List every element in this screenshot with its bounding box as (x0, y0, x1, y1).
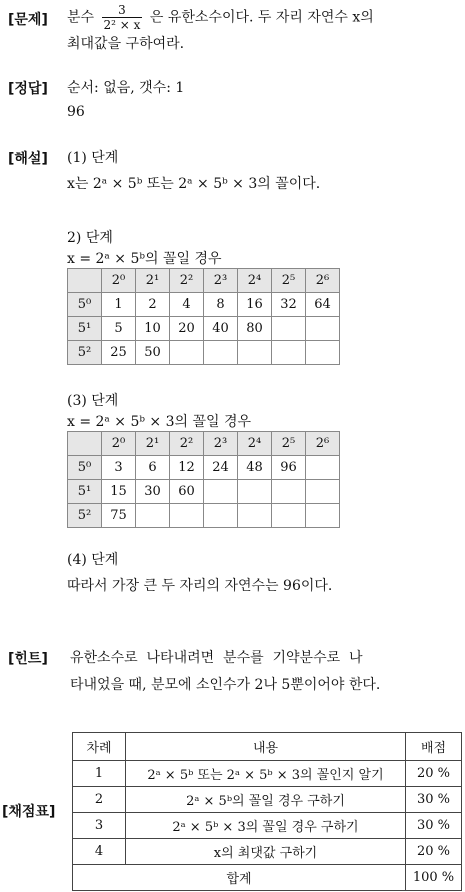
grading-table (72, 732, 462, 891)
step2-text: x = 2ᵃ × 5ᵇ의 꼴일 경우 (67, 251, 222, 267)
table-cell (136, 504, 170, 528)
grading-total-label: 합계 (73, 865, 406, 891)
step1-title: (1) 단계 (67, 150, 119, 166)
hint-line-1: 유한소수로 나타내려면 분수를 기약분수로 나 (70, 650, 363, 666)
table-cell: 15 (102, 480, 136, 504)
grading-row (73, 787, 462, 813)
table-cell: 5 (102, 317, 136, 341)
grading-row (73, 839, 462, 865)
fraction-denominator: 2² × x (103, 18, 141, 32)
grading-content: 2ᵃ × 5ᵇ 또는 2ᵃ × 5ᵇ × 3의 꼴인지 알기 (126, 761, 406, 787)
col-header: 2⁶ (306, 269, 340, 293)
grading-total-row (73, 865, 462, 891)
table-cell (272, 341, 306, 365)
step3-title: (3) 단계 (67, 393, 119, 409)
table-cell (204, 504, 238, 528)
table-row (68, 504, 340, 528)
table-cell: 2 (136, 293, 170, 317)
table-cell (306, 341, 340, 365)
header-order: 차례 (73, 733, 126, 761)
table-cell (306, 480, 340, 504)
table-cell (306, 317, 340, 341)
table-header-row (68, 432, 340, 456)
grading-order: 3 (73, 813, 126, 839)
table-cell: 25 (102, 341, 136, 365)
answer-line-1: 순서: 없음, 갯수: 1 (67, 80, 185, 96)
step4-title: (4) 단계 (67, 552, 119, 568)
table-cell (306, 456, 340, 480)
table-cell: 75 (102, 504, 136, 528)
table-cell (238, 504, 272, 528)
table-cell: 32 (272, 293, 306, 317)
col-header: 2¹ (136, 269, 170, 293)
table-cell (272, 317, 306, 341)
col-header: 2² (170, 269, 204, 293)
problem-prefix: 분수 (67, 9, 95, 26)
table-cell: 80 (238, 317, 272, 341)
table-corner (68, 269, 102, 293)
table-cell: 24 (204, 456, 238, 480)
table-cell: 16 (238, 293, 272, 317)
problem-label: [문제] (8, 12, 48, 28)
table-cell (272, 504, 306, 528)
problem-line-2: 최대값을 구하여라. (67, 36, 185, 52)
table-cell: 60 (170, 480, 204, 504)
problem-suffix: 은 유한소수이다. 두 자리 자연수 x의 (149, 9, 374, 26)
col-header: 2³ (204, 269, 238, 293)
grading-order: 1 (73, 761, 126, 787)
table-cell: 50 (136, 341, 170, 365)
table-cell (272, 480, 306, 504)
table-cell: 12 (170, 456, 204, 480)
grading-points: 30 % (406, 787, 462, 813)
grading-points: 20 % (406, 761, 462, 787)
table-cell (170, 341, 204, 365)
col-header: 2⁰ (102, 269, 136, 293)
table-form-2a5b3 (67, 431, 340, 528)
grading-row (73, 761, 462, 787)
col-header: 2¹ (136, 432, 170, 456)
row-header: 5² (68, 341, 102, 365)
table-cell: 48 (238, 456, 272, 480)
table-cell (204, 341, 238, 365)
step4-text: 따라서 가장 큰 두 자리의 자연수는 96이다. (67, 578, 333, 594)
col-header: 2⁵ (272, 269, 306, 293)
table-cell: 96 (272, 456, 306, 480)
solution-label: [해설] (8, 151, 48, 167)
table-cell: 40 (204, 317, 238, 341)
grading-content: x의 최댓값 구하기 (126, 839, 406, 865)
table-cell: 4 (170, 293, 204, 317)
row-header: 5⁰ (68, 456, 102, 480)
grading-total-value: 100 % (406, 865, 462, 891)
answer-line-2: 96 (67, 104, 85, 120)
grading-points: 20 % (406, 839, 462, 865)
table-corner (68, 432, 102, 456)
table-cell (238, 341, 272, 365)
table-cell: 3 (102, 456, 136, 480)
row-header: 5² (68, 504, 102, 528)
step1-text: x는 2ᵃ × 5ᵇ 또는 2ᵃ × 5ᵇ × 3의 꼴이다. (67, 176, 321, 192)
row-header: 5¹ (68, 317, 102, 341)
table-cell: 10 (136, 317, 170, 341)
table-cell (306, 504, 340, 528)
col-header: 2⁰ (102, 432, 136, 456)
problem-line-1 (67, 3, 374, 32)
step3-text: x = 2ᵃ × 5ᵇ × 3의 꼴일 경우 (67, 414, 252, 430)
answer-label: [정답] (8, 81, 48, 97)
col-header: 2² (170, 432, 204, 456)
row-header: 5⁰ (68, 293, 102, 317)
table-row (68, 293, 340, 317)
hint-label: [힌트] (8, 651, 48, 667)
table-cell: 8 (204, 293, 238, 317)
table-cell (204, 480, 238, 504)
problem-fraction (102, 3, 143, 32)
header-points: 배점 (406, 733, 462, 761)
grading-points: 30 % (406, 813, 462, 839)
table-form-2a5b (67, 268, 340, 365)
fraction-numerator: 3 (102, 3, 143, 18)
table-row (68, 480, 340, 504)
col-header: 2³ (204, 432, 238, 456)
grading-content: 2ᵃ × 5ᵇ의 꼴일 경우 구하기 (126, 787, 406, 813)
step2-title: 2) 단계 (67, 230, 113, 246)
table-row (68, 341, 340, 365)
col-header: 2⁵ (272, 432, 306, 456)
hint-line-2: 타내었을 때, 분모에 소인수가 2나 5뿐이어야 한다. (70, 677, 381, 693)
grading-order: 4 (73, 839, 126, 865)
col-header: 2⁶ (306, 432, 340, 456)
grading-row (73, 813, 462, 839)
table-cell: 30 (136, 480, 170, 504)
table-cell: 64 (306, 293, 340, 317)
row-header: 5¹ (68, 480, 102, 504)
table-cell: 1 (102, 293, 136, 317)
table-cell: 20 (170, 317, 204, 341)
table-cell (238, 480, 272, 504)
col-header: 2⁴ (238, 269, 272, 293)
col-header: 2⁴ (238, 432, 272, 456)
table-row (68, 456, 340, 480)
table-cell: 6 (136, 456, 170, 480)
grading-header-row (73, 733, 462, 761)
header-content: 내용 (126, 733, 406, 761)
grading-content: 2ᵃ × 5ᵇ × 3의 꼴일 경우 구하기 (126, 813, 406, 839)
table-cell (170, 504, 204, 528)
grading-order: 2 (73, 787, 126, 813)
table-header-row (68, 269, 340, 293)
grading-label: [채점표] (2, 804, 56, 820)
table-row (68, 317, 340, 341)
